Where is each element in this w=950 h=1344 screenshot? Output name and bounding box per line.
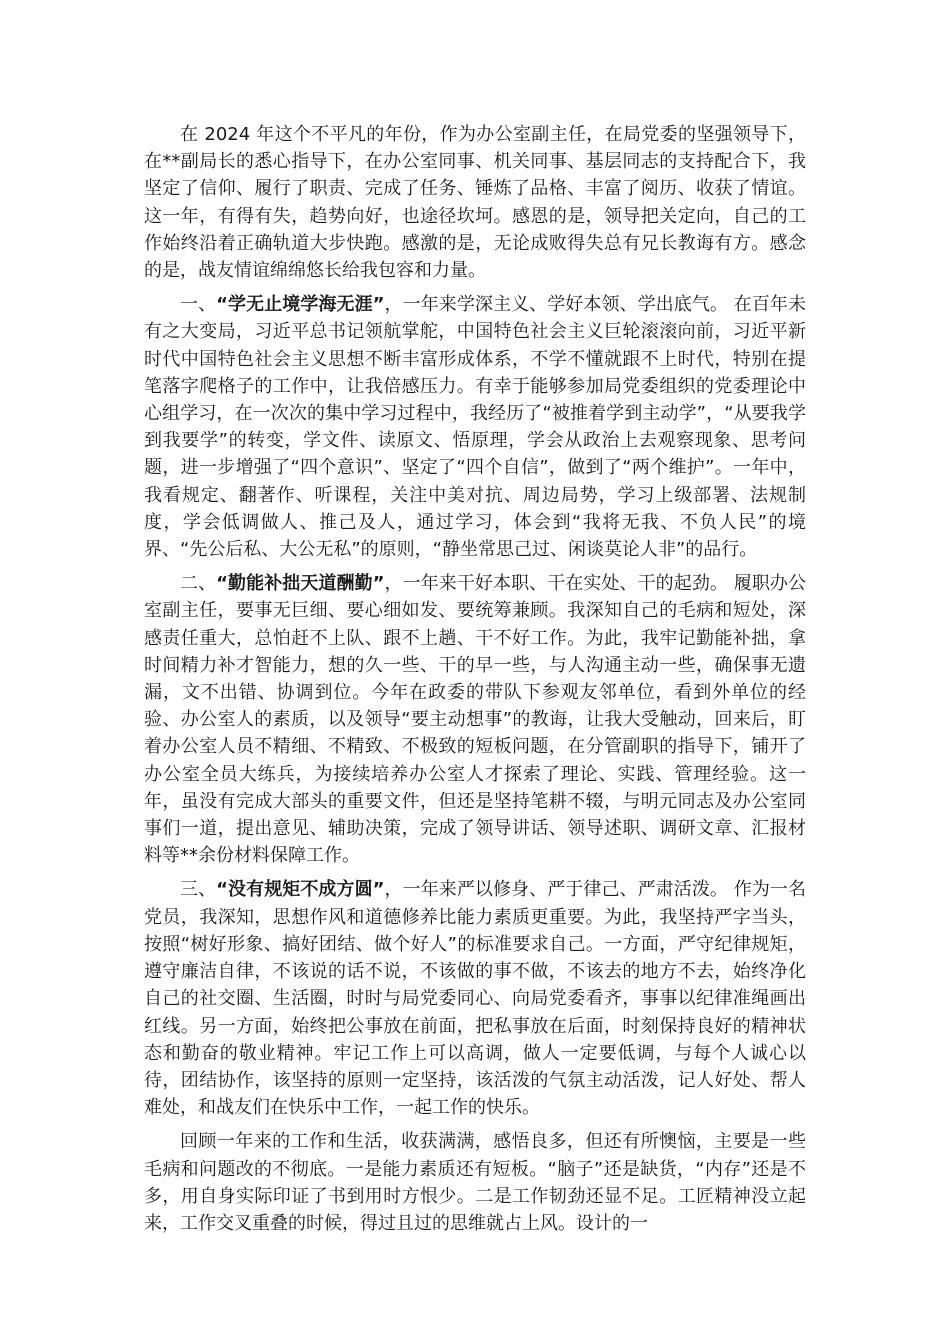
section-3-paragraph xyxy=(144,876,806,1121)
section-2-heading: “勤能补拙天道酬勤” xyxy=(216,573,385,595)
section-2-number: 二、 xyxy=(180,573,217,595)
section-1-heading: “学无止境学海无涯” xyxy=(216,294,385,316)
section-3-number: 三、 xyxy=(180,879,217,901)
section-2-body: ，一年来干好本职、干在实处、干的起劲。 履职办公室副主任，要事无巨细、要心细如发、要统筹兼顾。我深知自己的毛病和短处，深感责任重大，总怕赶不上队、跟不上趟、干不好工作。为此，我牢记勤能补拙，拿时间精力补才智能力，想的久一些、干的早一些，与人沟通主动一些，确保事无遗漏，文不出错、协调到位。今年在政委的带队下参观友邻单位，看到外单位的经验、办公室人的素质，以及领导“要主动想事”的教诲，让我大受触动，回来后，盯着办公室人员不精细、不精致、不极致的短板问题，在分管副职的指导下，铺开了办公室全员大练兵，为接续培养办公室人才探索了理论、实践、管理经验。这一年，虽没有完成大部头的重要文件，但还是坚持笔耕不辍，与明元同志及办公室同事们一道，提出意见、辅助决策，完成了领导讲话、领导述职、调研文章、汇报材料等**余份材料保障工作。 xyxy=(144,573,806,867)
section-1-body: ，一年来学深主义、学好本领、学出底气。 在百年未有之大变局，习近平总书记领航掌舵，中国特色社会主义巨轮滚滚向前，习近平新时代中国特色社会主义思想不断丰富形成体系，不学不懂就跟不上时代，特别在提笔落字爬格子的工作中，让我倍感压力。有幸于能够参加局党委组织的党委理论中心组学习，在一次次的集中学习过程中，我经历了“被推着学到主动学”，“从要我学到我要学”的转变，学文件、读原文、悟原理，学会从政治上去观察现象、思考问题，进一步增强了“四个意识”、坚定了“四个自信”，做到了“两个维护”。一年中，我看规定、翻著作、听课程，关注中美对抗、周边局势，学习上级部署、法规制度，学会低调做人、推己及人，通过学习，体会到“我将无我、不负人民”的境界、“先公后私、大公无私”的原则，“静坐常思己过、闲谈莫论人非”的品行。 xyxy=(144,294,806,561)
intro-paragraph: 在 2024 年这个不平凡的年份，作为办公室副主任，在局党委的坚强领导下，在**副局长的悉心指导下，在办公室同事、机关同事、基层同志的支持配合下，我坚定了信仰、履行了职责、完成了任务、锤炼了品格、丰富了阅历、收获了情谊。这一年，有得有失，趋势向好，也途径坎坷。感恩的是，领导把关定向，自己的工作始终沿着正确轨道大步快跑。感激的是，无论成败得失总有兄长教诲有方。感念的是，战友情谊绵绵悠长给我包容和力量。 xyxy=(144,124,806,282)
section-2-paragraph xyxy=(144,570,806,869)
review-paragraph: 回顾一年来的工作和生活，收获满满，感悟良多，但还有所懊恼，主要是一些毛病和问题改的不彻底。一是能力素质还有短板。“脑子”还是缺货，“内存”还是不多，用自身实际印证了书到用时方恨少。二是工作韧劲还显不足。工匠精神没立起来，工作交叉重叠的时候，得过且过的思维就占上风。设计的一 xyxy=(144,1131,806,1234)
section-1-paragraph xyxy=(144,291,806,563)
section-3-heading: “没有规矩不成方圆” xyxy=(216,879,385,901)
document-page xyxy=(144,121,806,1244)
section-3-body: ，一年来严以修身、严于律己、严肃活泼。 作为一名党员，我深知，思想作风和道德修养比能力素质更重要。为此，我坚持严字当头，按照“树好形象、搞好团结、做个好人”的标准要求自己。一方面，严守纪律规矩，遵守廉洁自律，不该说的话不说，不该做的事不做，不该去的地方不去，始终净化自己的社交圈、生活圈，时时与局党委同心、向局党委看齐，事事以纪律准绳画出红线。另一方面，始终把公事放在前面，把私事放在后面，时刻保持良好的精神状态和勤奋的敬业精神。牢记工作上可以高调，做人一定要低调，与每个人诚心以待，团结协作，该坚持的原则一定坚持，该活泼的气氛主动活泼，记人好处、帮人难处，和战友们在快乐中工作，一起工作的快乐。 xyxy=(144,879,806,1119)
section-1-number: 一、 xyxy=(180,294,217,316)
